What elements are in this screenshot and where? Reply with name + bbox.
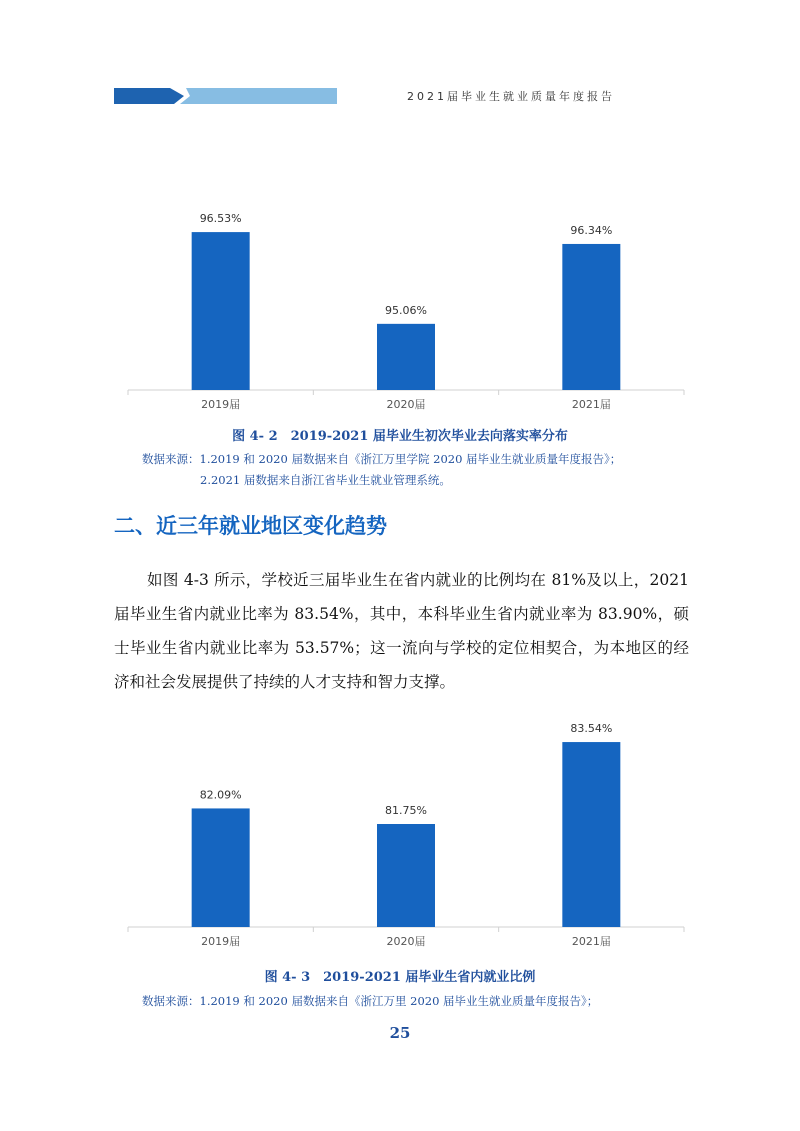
section-paragraph: 如图 4-3 所示，学校近三届毕业生在省内就业的比例均在 81%及以上，2021 届毕业生省内就业比率为 83.54%，其中，本科毕业生省内就业率为 83.90%，硕士毕业生省内就业比率为 53.57%；这一流向与学校的定位相契合，为本地区的经济和社会发展提供了持续的人才支持和智力支撑。 (114, 571, 689, 691)
data-label-2: 83.54% (570, 722, 613, 736)
chart-in-province-employment-ratio (128, 697, 684, 952)
x-tick-label-0: 2019届 (201, 935, 241, 948)
figure-4-2-source-line-2: 2.2021 届数据来自浙江省毕业生就业管理系统。 (200, 473, 451, 487)
header-band-dark (114, 88, 184, 104)
figure-4-2-caption: 图 4- 2 2019-2021 届毕业生初次毕业去向落实率分布 (232, 429, 568, 444)
data-label-1: 95.06% (385, 303, 427, 317)
x-tick-label-1: 2020届 (386, 935, 426, 948)
chart-graduate-destination-rate (128, 185, 684, 420)
bar-1 (377, 324, 435, 390)
figure-4-2-source-line-1: 数据来源：1.2019 和 2020 届数据来自《浙江万里学院 2020 届毕业生就业质量年度报告》； (142, 452, 622, 466)
data-label-1: 81.75% (385, 804, 427, 817)
figure-4-2-source (142, 449, 621, 491)
page-number: 25 (389, 1024, 411, 1042)
x-tick-label-0: 2019届 (201, 398, 241, 411)
chart-graduate-destination-rate-svg (128, 185, 684, 420)
bar-2 (562, 244, 620, 390)
bar-0 (192, 808, 250, 927)
x-tick-label-1: 2020届 (386, 398, 426, 411)
data-label-0: 96.53% (199, 212, 242, 226)
x-tick-label-2: 2021届 (571, 935, 611, 948)
header-band (114, 88, 337, 104)
bar-1 (377, 824, 435, 927)
header-title: 2021届毕业生就业质量年度报告 (407, 90, 615, 103)
header-band-light (180, 88, 337, 104)
x-tick-label-2: 2021届 (571, 398, 611, 411)
figure-4-3-caption: 图 4- 3 2019-2021 届毕业生省内就业比例 (264, 970, 536, 985)
bar-0 (192, 232, 250, 390)
figure-4-3-source-line-1: 数据来源：1.2019 和 2020 届数据来自《浙江万里 2020 届毕业生就业质量年度报告》； (142, 994, 599, 1008)
figure-4-3-source (142, 991, 598, 1012)
bar-2 (562, 742, 620, 927)
data-label-0: 82.09% (199, 788, 242, 802)
section-heading: 二、近三年就业地区变化趋势 (114, 514, 387, 538)
chart-in-province-employment-ratio-svg (128, 697, 684, 952)
data-label-2: 96.34% (570, 223, 613, 237)
